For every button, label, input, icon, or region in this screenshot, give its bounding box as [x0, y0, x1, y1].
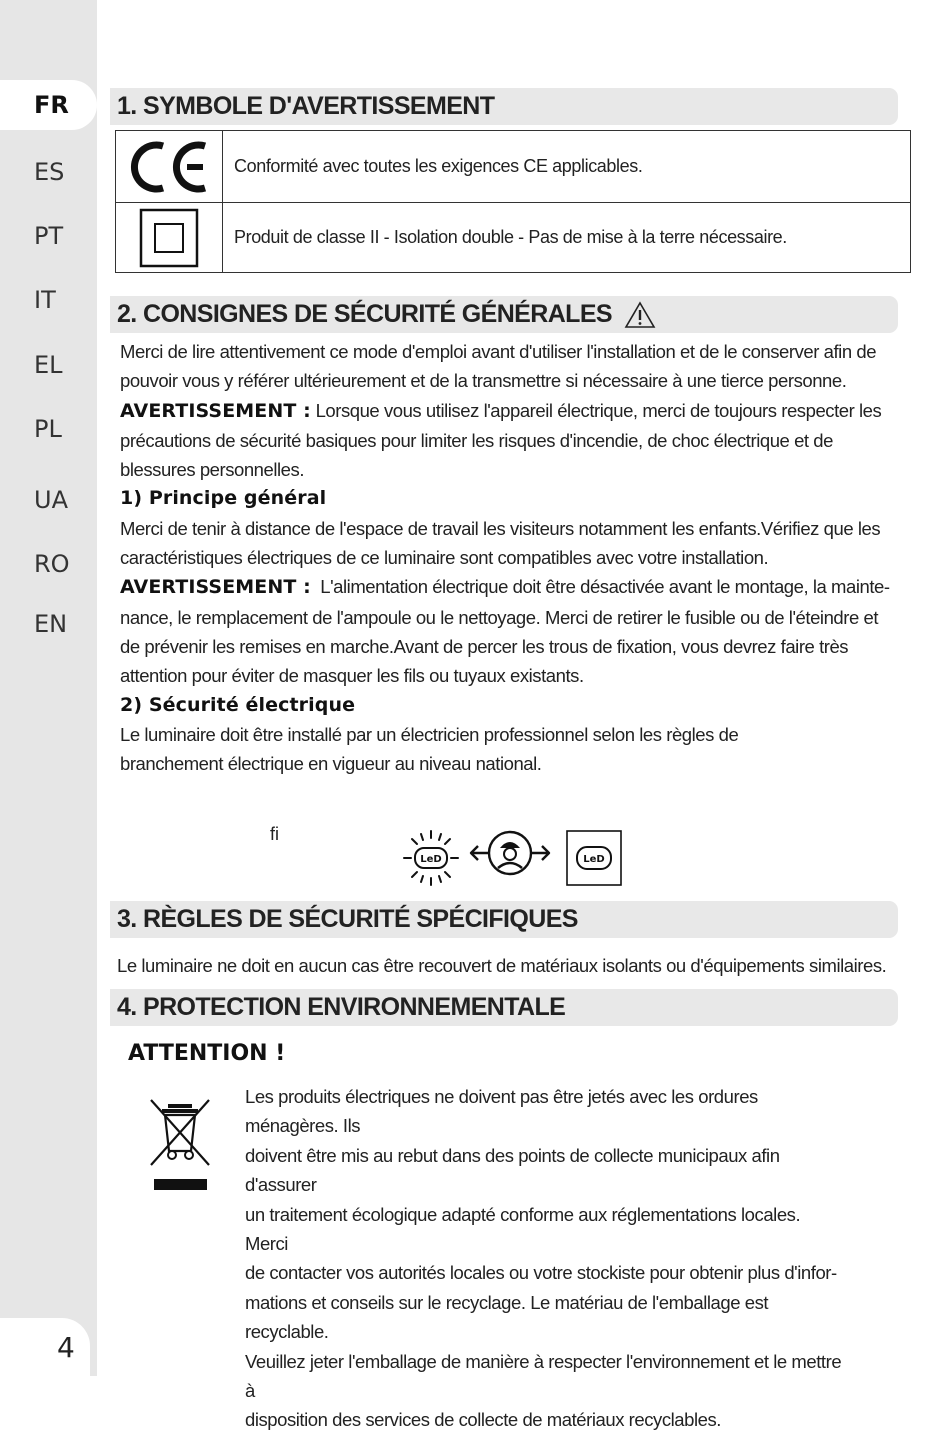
env-line: Les produits électriques ne doivent pas être jetés avec les ordures ménagères. Ils [245, 1086, 758, 1137]
section-4-title: 4. PROTECTION ENVIRONNEMENTALE [117, 993, 566, 1021]
language-sidebar [0, 0, 97, 1376]
intro-paragraph: Merci de lire attentivement ce mode d'emploi avant d'utiliser l'installation et de le conserver afin de pouvoir vous y référer ultérieurement et de la transmettre si nécessaire à une tierce personne. [120, 341, 877, 392]
lang-tab-pt[interactable]: PT [34, 222, 64, 250]
symbol-row-ce-text: Conformité avec toutes les exigences CE applicables. [234, 156, 643, 176]
lang-tab-en[interactable]: EN [34, 610, 68, 638]
environment-paragraph [245, 1082, 845, 1435]
warning-triangle-icon [624, 301, 656, 329]
lang-tab-pl[interactable]: PL [34, 415, 62, 443]
professional-replace-icon [468, 828, 552, 883]
section-3-title: 3. RÈGLES DE SÉCURITÉ SPÉCIFIQUES [117, 905, 578, 933]
env-line: doivent être mis au rebut dans des points de collecte municipaux afin d'assurer [245, 1144, 780, 1196]
section-2-heading [110, 296, 898, 333]
section-4-heading [110, 989, 898, 1026]
env-line: disposition des services de collecte de matériaux recyclables. [245, 1409, 721, 1431]
warning-1-label: AVERTISSEMENT : [120, 399, 311, 422]
env-line: un traitement écologique adapté conforme aux réglementations locales. Merci [245, 1203, 801, 1255]
section-3-heading [110, 901, 898, 938]
electrical-safety-line-1: Le luminaire doit être installé par un électricien professionnel selon les règles de [120, 723, 739, 745]
warning-2-paragraph [120, 572, 890, 690]
section-1-heading [110, 88, 898, 125]
page-number: 4 [0, 1318, 90, 1376]
section-3-body [117, 951, 887, 980]
section-2-body [120, 337, 890, 778]
warning-2-text: L'alimentation électrique doit être désactivée avant le montage, la mainte-nance, le remplacement de l'ampoule ou le nettoyage. Merci de retirer le fusible ou de l'éteindre et de prévenir les remises en marche.Avant de percer les trous de fixation, vous devrez faire très attention pour éviter de masquer les fils ou tuyaux existants. [120, 576, 890, 687]
general-principle-heading: 1) Principe général [120, 487, 327, 510]
stray-glyph: fi [270, 824, 279, 844]
general-principle-text: Merci de tenir à distance de l'espace de travail les visiteurs notamment les enfants.Vérifiez que les caractéristiques électriques de ce luminaire sont compatibles avec votre installation. [120, 517, 881, 569]
section-3-text: Le luminaire ne doit en aucun cas être recouvert de matériaux isolants ou d'équipements similaires. [117, 955, 887, 976]
warning-2-label: AVERTISSEMENT : [120, 576, 311, 599]
env-line: Veuillez jeter l'emballage de manière à respecter l'environnement et le mettre à [245, 1350, 842, 1402]
env-line: de contacter vos autorités locales ou votre stockiste pour obtenir plus d'infor- [245, 1262, 837, 1284]
env-line: mations et conseils sur le recyclage. Le matériau de l'emballage est recyclable. [245, 1291, 769, 1343]
crossed-bin-icon [148, 1097, 212, 1200]
symbol-row-class-ii [116, 203, 910, 272]
lang-tab-fr[interactable]: FR [0, 80, 97, 130]
ce-mark-icon [116, 131, 223, 202]
lang-tab-it[interactable]: IT [34, 286, 56, 314]
warning-1-text: Lorsque vous utilisez l'appareil électrique, merci de toujours respecter les précautions de sécurité basiques pour limiter les risques d'incendie, de choc électrique et de blessures personnelles. [120, 399, 882, 481]
lang-tab-ro[interactable]: RO [34, 550, 70, 578]
attention-label: ATTENTION ! [128, 1041, 286, 1066]
class-ii-icon [116, 203, 223, 272]
section-1-title: 1. SYMBOLE D'AVERTISSEMENT [117, 92, 495, 120]
electrical-safety-heading: 2) Sécurité électrique [120, 693, 356, 716]
electrical-safety-line-2: branchement électrique en vigueur au niveau national. [120, 753, 542, 775]
led-light-icon [400, 828, 462, 893]
led-module-label: LeD [583, 854, 605, 865]
warning-1-paragraph [120, 396, 890, 485]
symbol-row-ce [116, 131, 910, 203]
symbol-row-class-ii-text: Produit de classe II - Isolation double - Pas de mise à la terre nécessaire. [234, 227, 787, 247]
led-module-icon [566, 830, 622, 891]
led-label: LeD [420, 854, 442, 865]
section-2-title: 2. CONSIGNES DE SÉCURITÉ GÉNÉRALES [117, 300, 612, 328]
symbol-table [115, 130, 911, 273]
lang-tab-el[interactable]: EL [34, 351, 63, 379]
lang-tab-ua[interactable]: UA [34, 486, 68, 514]
lang-tab-es[interactable]: ES [34, 158, 65, 186]
